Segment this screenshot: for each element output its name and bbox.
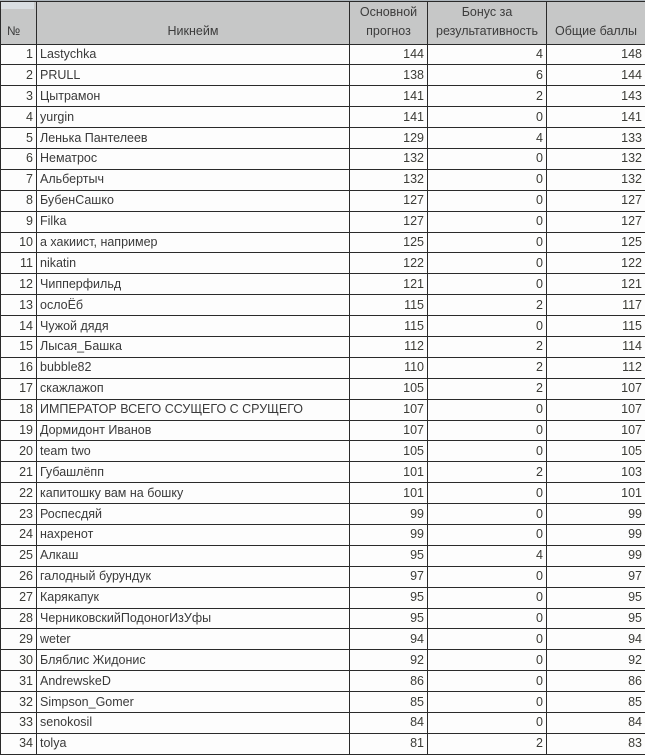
total-points-cell[interactable]: 125 [547, 232, 645, 253]
bonus-cell[interactable]: 0 [428, 608, 547, 629]
table-row [1, 504, 645, 525]
table-row [1, 524, 645, 545]
total-points-cell[interactable]: 85 [547, 692, 645, 713]
main-forecast-cell[interactable]: 132 [350, 148, 428, 169]
main-forecast-cell[interactable]: 84 [350, 713, 428, 734]
total-points-cell[interactable]: 99 [547, 504, 645, 525]
total-points-cell[interactable]: 132 [547, 148, 645, 169]
main-forecast-cell[interactable]: 97 [350, 566, 428, 587]
nickname-cell[interactable]: Карякапук [37, 587, 350, 608]
rank-cell[interactable]: 24 [1, 524, 37, 545]
header-rank[interactable]: № [1, 2, 37, 45]
table-row [1, 336, 645, 357]
bonus-cell[interactable]: 0 [428, 587, 547, 608]
total-points-cell[interactable]: 84 [547, 713, 645, 734]
bonus-cell[interactable]: 2 [428, 733, 547, 754]
rank-cell[interactable]: 15 [1, 336, 37, 357]
main-forecast-cell[interactable]: 129 [350, 128, 428, 149]
bonus-cell[interactable]: 2 [428, 336, 547, 357]
table-row [1, 357, 645, 378]
main-forecast-cell[interactable]: 125 [350, 232, 428, 253]
nickname-cell[interactable]: Бляблис Жидонис [37, 650, 350, 671]
total-points-cell[interactable]: 86 [547, 671, 645, 692]
bonus-cell[interactable]: 0 [428, 107, 547, 128]
bonus-cell[interactable]: 0 [428, 692, 547, 713]
main-forecast-cell[interactable]: 144 [350, 44, 428, 65]
rank-cell[interactable]: 21 [1, 462, 37, 483]
rank-cell[interactable]: 4 [1, 107, 37, 128]
corner-glare [1, 2, 34, 9]
total-points-cell[interactable]: 97 [547, 566, 645, 587]
bonus-cell[interactable]: 0 [428, 524, 547, 545]
nickname-cell[interactable]: Чипперфильд [37, 274, 350, 295]
table-row [1, 566, 645, 587]
total-points-cell[interactable]: 127 [547, 190, 645, 211]
header-total-points[interactable]: Общие баллы [547, 2, 645, 45]
total-points-cell[interactable]: 127 [547, 211, 645, 232]
main-forecast-cell[interactable]: 115 [350, 316, 428, 337]
bonus-cell[interactable]: 0 [428, 566, 547, 587]
main-forecast-cell[interactable]: 127 [350, 211, 428, 232]
bonus-cell[interactable]: 6 [428, 65, 547, 86]
nickname-cell[interactable]: ЧерниковскийПодоногИзУфы [37, 608, 350, 629]
total-points-cell[interactable]: 133 [547, 128, 645, 149]
bonus-cell[interactable]: 0 [428, 671, 547, 692]
rank-cell[interactable]: 19 [1, 420, 37, 441]
nickname-cell[interactable]: team two [37, 441, 350, 462]
main-forecast-cell[interactable]: 95 [350, 608, 428, 629]
table-row [1, 545, 645, 566]
table-row [1, 733, 645, 754]
table-row [1, 253, 645, 274]
table-row [1, 190, 645, 211]
nickname-cell[interactable]: Дормидонт Иванов [37, 420, 350, 441]
rank-cell[interactable]: 32 [1, 692, 37, 713]
bonus-cell[interactable]: 2 [428, 86, 547, 107]
table-row [1, 128, 645, 149]
nickname-cell[interactable]: Чужой дядя [37, 316, 350, 337]
total-points-cell[interactable]: 103 [547, 462, 645, 483]
nickname-cell[interactable]: ослоЁб [37, 295, 350, 316]
table-row [1, 650, 645, 671]
nickname-cell[interactable]: ИМПЕРАТОР ВСЕГО ССУЩЕГО С СРУЩЕГО [37, 399, 350, 420]
table-row [1, 378, 645, 399]
nickname-cell[interactable]: капитошку вам на бошку [37, 483, 350, 504]
nickname-cell[interactable]: Алкаш [37, 545, 350, 566]
main-forecast-cell[interactable]: 132 [350, 169, 428, 190]
main-forecast-cell[interactable]: 99 [350, 504, 428, 525]
bonus-cell[interactable]: 0 [428, 629, 547, 650]
nickname-cell[interactable]: а хакиист, например [37, 232, 350, 253]
rank-cell[interactable]: 2 [1, 65, 37, 86]
bonus-cell[interactable]: 0 [428, 650, 547, 671]
bonus-cell[interactable]: 2 [428, 378, 547, 399]
nickname-cell[interactable]: tolya [37, 733, 350, 754]
header-nickname[interactable]: Никнейм [37, 2, 350, 45]
table-row [1, 148, 645, 169]
table-row [1, 295, 645, 316]
bonus-cell[interactable]: 2 [428, 462, 547, 483]
nickname-cell[interactable]: скажлажоп [37, 378, 350, 399]
bonus-cell[interactable]: 0 [428, 211, 547, 232]
total-points-cell[interactable]: 105 [547, 441, 645, 462]
main-forecast-cell[interactable]: 112 [350, 336, 428, 357]
nickname-cell[interactable]: AndrewskeD [37, 671, 350, 692]
total-points-cell[interactable]: 83 [547, 733, 645, 754]
table-row [1, 107, 645, 128]
total-points-cell[interactable]: 122 [547, 253, 645, 274]
nickname-cell[interactable]: Simpson_Gomer [37, 692, 350, 713]
bonus-cell[interactable]: 0 [428, 253, 547, 274]
rank-cell[interactable]: 6 [1, 148, 37, 169]
rank-cell[interactable]: 26 [1, 566, 37, 587]
table-row [1, 462, 645, 483]
rank-cell[interactable]: 8 [1, 190, 37, 211]
total-points-cell[interactable]: 148 [547, 44, 645, 65]
bonus-cell[interactable]: 0 [428, 399, 547, 420]
nickname-cell[interactable]: senokosil [37, 713, 350, 734]
table-row [1, 65, 645, 86]
nickname-cell[interactable]: PRULL [37, 65, 350, 86]
leaderboard-table [0, 1, 645, 755]
rank-cell[interactable]: 13 [1, 295, 37, 316]
main-forecast-cell[interactable]: 101 [350, 483, 428, 504]
main-forecast-cell[interactable]: 107 [350, 420, 428, 441]
main-forecast-cell[interactable]: 81 [350, 733, 428, 754]
rank-cell[interactable]: 14 [1, 316, 37, 337]
rank-cell[interactable]: 29 [1, 629, 37, 650]
main-forecast-cell[interactable]: 115 [350, 295, 428, 316]
nickname-cell[interactable]: Нематрос [37, 148, 350, 169]
main-forecast-cell[interactable]: 95 [350, 587, 428, 608]
bonus-cell[interactable]: 0 [428, 504, 547, 525]
total-points-cell[interactable]: 101 [547, 483, 645, 504]
rank-cell[interactable]: 1 [1, 44, 37, 65]
bonus-cell[interactable]: 0 [428, 190, 547, 211]
header-main-forecast[interactable]: Основной прогноз [350, 2, 428, 45]
rank-cell[interactable]: 3 [1, 86, 37, 107]
total-points-cell[interactable]: 112 [547, 357, 645, 378]
rank-cell[interactable]: 33 [1, 713, 37, 734]
nickname-cell[interactable]: нахренот [37, 524, 350, 545]
main-forecast-cell[interactable]: 94 [350, 629, 428, 650]
main-forecast-cell[interactable]: 107 [350, 399, 428, 420]
nickname-cell[interactable]: Лысая_Башка [37, 336, 350, 357]
nickname-cell[interactable]: Альбертыч [37, 169, 350, 190]
bonus-cell[interactable]: 0 [428, 148, 547, 169]
nickname-cell[interactable]: Lastychka [37, 44, 350, 65]
total-points-cell[interactable]: 132 [547, 169, 645, 190]
rank-cell[interactable]: 25 [1, 545, 37, 566]
table-row [1, 629, 645, 650]
rank-cell[interactable]: 28 [1, 608, 37, 629]
table-row [1, 399, 645, 420]
rank-cell[interactable]: 9 [1, 211, 37, 232]
table-header [1, 2, 645, 45]
total-points-cell[interactable]: 92 [547, 650, 645, 671]
main-forecast-cell[interactable]: 99 [350, 524, 428, 545]
table-row [1, 86, 645, 107]
header-bonus[interactable]: Бонус за результативность [428, 2, 547, 45]
nickname-cell[interactable]: Роспесдяй [37, 504, 350, 525]
bonus-cell[interactable]: 0 [428, 483, 547, 504]
table-row [1, 441, 645, 462]
bonus-cell[interactable]: 4 [428, 545, 547, 566]
rank-cell[interactable]: 5 [1, 128, 37, 149]
main-forecast-cell[interactable]: 85 [350, 692, 428, 713]
table-row [1, 713, 645, 734]
table-row [1, 274, 645, 295]
nickname-cell[interactable]: bubble82 [37, 357, 350, 378]
rank-cell[interactable]: 18 [1, 399, 37, 420]
total-points-cell[interactable]: 107 [547, 399, 645, 420]
bonus-cell[interactable]: 0 [428, 232, 547, 253]
rank-cell[interactable]: 20 [1, 441, 37, 462]
table-body [1, 44, 645, 754]
table-row [1, 211, 645, 232]
bonus-cell[interactable]: 0 [428, 420, 547, 441]
bonus-cell[interactable]: 2 [428, 357, 547, 378]
total-points-cell[interactable]: 99 [547, 545, 645, 566]
table-row [1, 692, 645, 713]
nickname-cell[interactable]: Filka [37, 211, 350, 232]
nickname-cell[interactable]: БубенСашко [37, 190, 350, 211]
rank-cell[interactable]: 34 [1, 733, 37, 754]
main-forecast-cell[interactable]: 95 [350, 545, 428, 566]
main-forecast-cell[interactable]: 122 [350, 253, 428, 274]
bonus-cell[interactable]: 0 [428, 713, 547, 734]
total-points-cell[interactable]: 115 [547, 316, 645, 337]
table-row [1, 671, 645, 692]
rank-cell[interactable]: 17 [1, 378, 37, 399]
bonus-cell[interactable]: 0 [428, 169, 547, 190]
nickname-cell[interactable]: галодный бурундук [37, 566, 350, 587]
nickname-cell[interactable]: yurgin [37, 107, 350, 128]
nickname-cell[interactable]: weter [37, 629, 350, 650]
total-points-cell[interactable]: 114 [547, 336, 645, 357]
table-row [1, 587, 645, 608]
bonus-cell[interactable]: 2 [428, 295, 547, 316]
main-forecast-cell[interactable]: 92 [350, 650, 428, 671]
rank-cell[interactable]: 11 [1, 253, 37, 274]
bonus-cell[interactable]: 4 [428, 128, 547, 149]
rank-cell[interactable]: 23 [1, 504, 37, 525]
nickname-cell[interactable]: Ленька Пантелеев [37, 128, 350, 149]
total-points-cell[interactable]: 143 [547, 86, 645, 107]
table-row [1, 44, 645, 65]
total-points-cell[interactable]: 144 [547, 65, 645, 86]
main-forecast-cell[interactable]: 105 [350, 441, 428, 462]
main-forecast-cell[interactable]: 110 [350, 357, 428, 378]
total-points-cell[interactable]: 94 [547, 629, 645, 650]
rank-cell[interactable]: 12 [1, 274, 37, 295]
main-forecast-cell[interactable]: 127 [350, 190, 428, 211]
total-points-cell[interactable]: 95 [547, 608, 645, 629]
rank-cell[interactable]: 7 [1, 169, 37, 190]
main-forecast-cell[interactable]: 138 [350, 65, 428, 86]
table-row [1, 316, 645, 337]
nickname-cell[interactable]: Губашлёпп [37, 462, 350, 483]
total-points-cell[interactable]: 95 [547, 587, 645, 608]
bonus-cell[interactable]: 0 [428, 441, 547, 462]
bonus-cell[interactable]: 0 [428, 274, 547, 295]
main-forecast-cell[interactable]: 86 [350, 671, 428, 692]
rank-cell[interactable]: 16 [1, 357, 37, 378]
total-points-cell[interactable]: 117 [547, 295, 645, 316]
bonus-cell[interactable]: 4 [428, 44, 547, 65]
rank-cell[interactable]: 30 [1, 650, 37, 671]
total-points-cell[interactable]: 121 [547, 274, 645, 295]
table-row [1, 232, 645, 253]
total-points-cell[interactable]: 107 [547, 420, 645, 441]
main-forecast-cell[interactable]: 101 [350, 462, 428, 483]
header-row [1, 2, 645, 45]
rank-cell[interactable]: 31 [1, 671, 37, 692]
table-row [1, 483, 645, 504]
table-row [1, 608, 645, 629]
main-forecast-cell[interactable]: 105 [350, 378, 428, 399]
table-row [1, 169, 645, 190]
total-points-cell[interactable]: 141 [547, 107, 645, 128]
rank-cell[interactable]: 27 [1, 587, 37, 608]
table-row [1, 420, 645, 441]
rank-cell[interactable]: 10 [1, 232, 37, 253]
bonus-cell[interactable]: 0 [428, 316, 547, 337]
nickname-cell[interactable]: Цытрамон [37, 86, 350, 107]
main-forecast-cell[interactable]: 141 [350, 107, 428, 128]
rank-cell[interactable]: 22 [1, 483, 37, 504]
nickname-cell[interactable]: nikatin [37, 253, 350, 274]
total-points-cell[interactable]: 107 [547, 378, 645, 399]
main-forecast-cell[interactable]: 121 [350, 274, 428, 295]
main-forecast-cell[interactable]: 141 [350, 86, 428, 107]
total-points-cell[interactable]: 99 [547, 524, 645, 545]
